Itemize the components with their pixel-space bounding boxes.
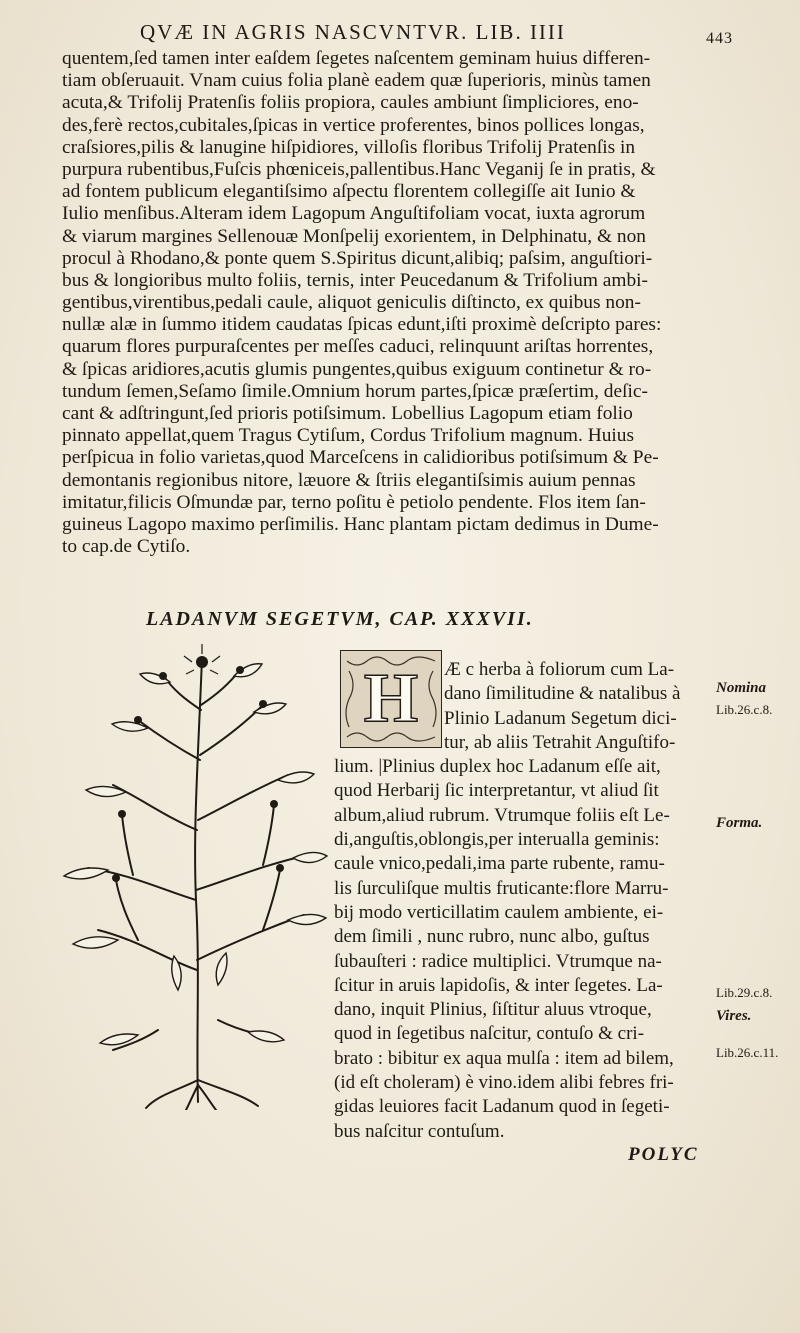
text-line: lium. |Plinius duplex hoc Ladanum eſſe ait,: [334, 756, 661, 778]
text-line: bus naſcitur contuſum.: [334, 1120, 505, 1142]
text-line: nullæ alæ in ſummo itidem caudatas ſpicas edunt,iſti proximè deſcripto pares:: [62, 314, 662, 336]
text-line: tiam obſeruauit. Vnam cuius folia planè eadem quæ ſuperioris, minùs tamen: [62, 70, 651, 92]
text-line: purpura rubentibus,Fuſcis phœniceis,pallentibus.Hanc Veganij ſe in pratis, &: [62, 158, 656, 180]
running-head: QVÆ IN AGRIS NASCVNTVR. LIB. IIII: [140, 20, 566, 44]
page-number: 443: [706, 30, 733, 47]
chapter-title: LADANVM SEGETVM, CAP. XXXVII.: [146, 608, 534, 630]
text-line: ſubauſteri : radice multiplici. Vtrumque na-: [334, 950, 662, 972]
text-line: imitatur,filicis Oſmundæ par, terno poſitu è petiolo pendente. Flos item ſan-: [62, 491, 646, 513]
initial-letter: H: [363, 660, 419, 737]
text-line: album,aliud rubrum. Vtrumque foliis eſt Le-: [334, 804, 670, 826]
text-line: ſcitur in aruis lapidoſis, & inter ſegetes. La-: [334, 974, 663, 996]
text-line: tundum ſemen,Seſamo ſimile.Omnium horum partes,ſpicæ præſertim, deſic-: [62, 380, 648, 402]
upper-paragraph: [62, 48, 742, 558]
margin-note: Lib.26.c.11.: [716, 1045, 779, 1060]
text-line: tur, ab aliis Tetrahit Anguſtifo-: [444, 731, 676, 753]
text-line: quarum flores purpuraſcentes per meſſes caduci, relinquunt ariſtas horrentes,: [62, 336, 654, 358]
text-line: di,anguſtis,oblongis,per interualla geminis:: [334, 829, 660, 851]
text-line: cant & adſtringunt,ſed prioris potiſsimum. Lobellius Lagopum etiam folio: [62, 403, 633, 424]
margin-note: Vires.: [716, 1008, 752, 1024]
margin-note: Lib.29.c.8.: [716, 985, 773, 1000]
text-line: & viarum margines Sellenouæ Monſpelij exorientem, in Delphinatu, & non: [62, 225, 646, 247]
text-line: brato : bibitur ex aqua mulſa : item ad bilem,: [334, 1047, 674, 1069]
text-line: bij modo verticillatim caulem ambiente, ei-: [334, 901, 664, 923]
text-line: Iulio menſibus.Alteram idem Lagopum Anguſtifoliam vocat, iuxta agrorum: [62, 203, 646, 225]
text-line: Æ c herba à foliorum cum La-: [444, 659, 675, 680]
text-line: caule vnico,pedali,ima parte rubente, ramu-: [334, 853, 665, 875]
text-line: pinnato appellat,quem Tragus Cytiſum, Cordus Trifolium magnum. Huius: [62, 425, 635, 447]
text-line: quod Herbarij ſic interpretantur, vt aliud ſit: [334, 780, 659, 802]
text-line: quentem,ſed tamen inter eaſdem ſegetes naſcentem geminam huius differen-: [62, 48, 651, 69]
text-line: perſpicua in folio varietas,quod Marceſcens in calidioribus potiſsimum & Pe-: [62, 447, 659, 469]
margin-note: Forma.: [716, 815, 763, 831]
text-line: des,ferè rectos,cubitales,ſpicas in vertice proferentes, binos pollices longas,: [62, 114, 645, 136]
text-line: ad fontem publicum elegantiſsimo aſpectu florentem collegiſſe ait Iunio &: [62, 181, 636, 203]
text-line: quod in ſegetibus naſcitur, contuſo & cri-: [334, 1023, 645, 1045]
text-line: gidas leuiores facit Ladanum quod in ſegeti-: [334, 1096, 670, 1118]
text-line: acuta,& Trifolij Pratenſis foliis propiora, caules ambiunt ſimpliciores, eno-: [62, 92, 639, 114]
margin-note: Lib.26.c.8.: [716, 702, 773, 717]
text-line: guineus Lagopo maximo perſimilis. Hanc plantam pictam dedimus in Dume-: [62, 513, 659, 535]
margin-note: Nomina: [716, 680, 767, 696]
text-line: lis ſurculiſque multis fruticante:flore Marru-: [334, 877, 669, 899]
text-line: & ſpicas aridiores,acutis glumis pungentes,quibus exiguum continetur & ro-: [62, 358, 652, 380]
text-line: (id eſt choleram) è vino.idem alibi febres fri-: [334, 1072, 674, 1094]
plant-woodcut-illustration: [58, 640, 328, 1110]
text-line: craſsiores,pilis & lanugine hiſpidiores, villoſis floribus Trifolij Pratenſis in: [62, 136, 636, 158]
chapter-paragraph: [334, 658, 712, 1144]
text-line: Plinio Ladanum Segetum dici-: [444, 707, 677, 729]
text-line: to cap.de Cytiſo.: [62, 536, 191, 558]
catchword: POLYC: [628, 1144, 699, 1165]
text-line: dano ſimilitudine & natalibus à: [444, 683, 681, 705]
text-line: dem ſimili , nunc rubro, nunc albo, guſtus: [334, 926, 650, 948]
text-line: demontanis regionibus nitore, læuore & ſtriis elegantiſsimis auium pennas: [62, 469, 636, 491]
text-line: bus & longioribus multo foliis, ternis, inter Peucedanum & Trifolium ambi-: [62, 269, 648, 291]
text-line: dano, inquit Plinius, ſiſtitur aluus vtroque,: [334, 999, 652, 1021]
text-line: gentibus,virentibus,pedali caule, aliquot geniculis diſtincto, ex quibus non-: [62, 292, 641, 314]
text-line: procul à Rhodano,& ponte quem S.Spiritus dicunt,alibiq; paſsim, anguſtiori-: [62, 247, 653, 269]
